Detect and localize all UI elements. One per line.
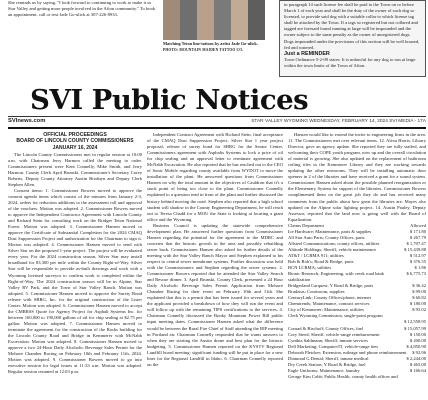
- claim-amount: $ 180.00: [409, 301, 426, 307]
- dateline-bar: [8, 118, 426, 126]
- claim-row: [288, 374, 426, 380]
- continued-story-text: She reminds us by saying, "I look forward to continuing to work to make it so Star Valley and getting more people involved in the Afton community." To book an appointment, call or text Jade Go-ulick at 307-226-8933.: [8, 0, 156, 18]
- claim-vendor: Cynthia Sahlmann; Sheriff, inmate services: [288, 337, 368, 343]
- claim-amount: Allowed: [410, 222, 426, 228]
- claim-amount: $ 200.00: [409, 337, 426, 343]
- claim-amount: $ 95.02: [412, 307, 426, 313]
- notice-reminder: Town Ordinance 5-2-09 states: It is unlawful for any dog to run at large within the town limits of the Town of Afton.: [284, 56, 416, 68]
- claim-vendor: Chemtrends; Maintenance, contract services: [288, 301, 370, 307]
- claim-vendor: Dry Creek Station; Y Road & Bridge, fuel: [288, 361, 366, 367]
- issue-date: STAR VALLEY WYOMING WEDNESDAY, FEBRUARY 14, 2024 SVI MEDIA - 17A: [251, 119, 426, 124]
- claim-amount: $ 166.64: [409, 367, 426, 373]
- section-masthead: SVI Public Notices: [30, 84, 309, 116]
- photo-tile: [180, 0, 198, 40]
- claim-vendor: Brudzius; Courtroom, supplies: [288, 289, 345, 295]
- claim-vendor: All Star Auto Parts; County Offices, parts: [288, 234, 365, 240]
- claim-amount: $ 36.42: [412, 283, 426, 289]
- claim-vendor: Diamond G Dental; Sheriff, inmate medical: [288, 355, 369, 361]
- claim-vendor: CenturyLink; County Offices/phone, internet: [288, 295, 371, 301]
- proceedings-paragraph: The Lincoln County Commissioners met in regular session at 10:00 a.m. with Chairman Jerry Harmon called the meeting to order. Commissioners present were Kent Connelly, Mike Smith, and Jerry Harmon. County Clerk April Brunski, Commissioner's Secretary Corey Roberts, Deputy County Attorney Austin Broduyn and Deputy Clerk Stephen Allen.: [8, 151, 142, 187]
- claim-amount: $ 376.55: [409, 258, 426, 264]
- proceedings-title: OFFICIAL PROCEEDINGS: [43, 132, 107, 138]
- claim-amount: $ 15,057.99: [404, 325, 426, 331]
- claims-intro-paragraph: Hansen would like to extend the invite to engineering firms in the area. 11. The Commissioners met over relevant items. 12. Alexa Harris, Library Director, gave an agency update. She reported they are fully staffed, and welcoming their COPE youth program, now up and the overall circulation of material is growing. She also updated on the replacement of bathroom ceiling tiles in the Kemmerer Library and they are working towards updating the other restrooms. They will be installing automatic door openers in 2 of the libraries and have received a grant for a sound system. Commissioner Hansen asked about the possible planned reorganization or the Elementary System for support of the libraries. Commissioner Bowers complimented them on the great job they do and has received many comments from the public about how great the libraries are. Mayes also updated on the Alpine solar lighting project. 14. Austin Pauley, Deputy Assessor, reported that the land now is going well with the Board of Equalization.: [288, 132, 426, 222]
- masthead-rule-top: [8, 116, 426, 117]
- photo-tile: [197, 0, 215, 40]
- claim-vendor: Ice Hardware; Maintenance, parts & supplies: [288, 228, 372, 234]
- claim-vendor: Deborah Pletcher; Extension, mileage and phone reimbursement: [288, 349, 407, 355]
- column-proceedings: [8, 132, 142, 400]
- website-link[interactable]: SVInews.com: [8, 118, 46, 124]
- claim-vendor: Altitude Holdings; Sheriff, vehicle maintenance: [288, 246, 377, 252]
- claim-amount: $ 4,850.90: [406, 343, 426, 349]
- claim-amount: $ 1,707.47: [406, 240, 426, 246]
- claim-vendor: City of Kemmerer; Maintenance, utilities: [288, 307, 364, 313]
- claim-vendor: Eagle Uniforms; Maintenance, laundry: [288, 367, 360, 373]
- claim-vendor: Bob & Rob's; Road & Bridge, parts: [288, 258, 354, 264]
- claim-vendor: Allsteel Communications; county offices, utilities: [288, 240, 380, 246]
- photo-tile: [248, 0, 265, 40]
- minutes-paragraph: Independent Contract Agreement with Richard Stein, final acceptance of the CMAQ Dust Suppression Project, Silver Star 1 year project proposal, release of surety bond for SBRG for the Senior Center, Commissioners agreement with Asphalts Systems to lock a price of oil for chip sealing and an approval letter to terminate agreement with McNabb Excavation. He also reported that he has reached out to the CEO of Sonic Mobile regarding county available from WYDOT to move the installation of the plant. He answered questions from Commissioner Hansen on why the total amount in the objectives of Cauldron that it's a stuck point of being too close to the plant. Commissioner Connelly explained to a question read in front of the plant and further discussed the history behind moving the road. Stephen also reported that a high school student will shadow in the County Engineering Department, he will reach out to Teresa Chadd for a MOU the State is looking at locating a giant office and the Wyoming.: [147, 132, 283, 222]
- claim-vendor: Conrad & Bischoff; County Offices, fuel: [288, 325, 364, 331]
- claim-amount: $ 150.00: [409, 331, 426, 337]
- minutes-paragraph: Business Council is updating the statewide comprehensive development plan. He answered further questions from Commissioner Hansen regarding the potential for the agreement to the MDRC and concerns that the historic growth in the area and possibly rebuilding sewer back. Commissioner Hansen also asked for further details of the meeting with the Star Valley Ranch Mayor and Stephen explained to his respect to central sewer membrane systems. Further discussion was held with the Commissioners and Stephen regarding the sewer systems. 2. Commissioner Bowers reported that he attended the Star Valley Search and Rescue dinner. 3. April Brunski, County Clerk, presented a 24 Hour Daily Alcoholic Beverage Sales Permit Application from Mohave Chamber Racing for their event on February 10th and 11th. She explained that this is a permit that has been issued for several years and the applicant provided a breakdown of how they will run the event and will follow up with the remaining TIPS certifications to the services. 4. Chairman Connelly discussed the Bonky Mountain Power Bill public input meeting dates. Commissioner Hansen asked what the difference would be between the Rural Fire Chief of Staff attending the BIP meeting in Portland air. Chairman Connelly responded that he wants answers to when they are starting the Austin drone and best plan for the historic budgeting. 5. Commissioner Hansen reported on the KYSTV Regional Landfill board meeting: significant funding will be put in place for a new liner for the Regional Landfill in Idaho. 6. Chairman Connelly reported on the: [147, 222, 283, 367]
- claim-vendor: AT&T / LCRMA 911; utilities: [288, 252, 344, 258]
- claims-list: [288, 223, 426, 380]
- claim-amount: $ 512.97: [409, 252, 426, 258]
- claim-amount: $ 12,558.95: [404, 319, 426, 325]
- photo-caption-text: Matching Teton line-tattoos by artist Jade Go-ulick.: [163, 41, 258, 46]
- photo-tile: [163, 0, 181, 40]
- dog-ordinance-notice: [279, 0, 426, 77]
- claim-amount: $ 60.82: [412, 295, 426, 301]
- claim-amount: $ 1.86: [414, 265, 426, 271]
- photo-tile: [214, 0, 232, 40]
- claim-amount: $ 2,244.00: [406, 355, 426, 361]
- proceedings-paragraph: Consent items: 1. Commissioner Bowers moved to approve the consent agenda items which consist of the minutes from January 2-3, 2024, orders for reduction additions to the assessment roll and approval of the vouchers. Motion was adopted. 2. Commissioner Bowers moved to approve the Independent Contractor Agreement with Lincoln County and Richard Stein for consulting work on the Bridger Teton National Forest. Motion was adopted. 3. Commissioner Hansen moved to approve the Certificate of Substantial Completion for the 2024 CMAQ Dust Suppression Project and authorization for the Chairman to sign it. Motion was adopted. 4. Commissioner Hansen moved to send with Silver Star on the proposed 1-year project. The project will be evaluated every year. For the 2024 construction season, Silver Star may install broadband for 83,300 per mile within the County Right-of-Way. Silver Star will be responsible to provide as-built drawings and work with a Wyoming licensed surveyor to confirm work is completed within the Right-of-Way. The 2024 construction season will be in Alpine, Star Valley RV Park, and the Town of Star Valley Ranch. Motion was adopted. 5. Commissioner Hansen moved to approve the Surety Bond release with SBRG, Inc. for the original construction of the Lister Center. Motion was adopted. 6. Commissioner Hansen moved to accept the CMRRSS Quote for Agency Project for Asphalt Systems Inc. for between 160,000 to 190,000 gallons of oil for chip sealing at $2.75 per gallon. Motion was adopted. 7. Commissioner Hansen moved to terminate the agreement for the construction of the Racks building for the Lincoln County Road and Bridge in Kemmerer with McNabb Excavation. Motion was adopted. 8. Commissioner Hansen moved to approve a two 24-Hour Daily Alcoholic Beverage Sales Permit for the Mohave Chamber Racing on February 10th and February 11th, 2024. Motion was adopted. 9. Commissioner Bowers moved to go into executive session for legal issues at 11:33 a.m. Motion was adopted. Regular session resumed at 12:03 p.m.: [8, 187, 142, 375]
- claim-vendor: Claims Department: [288, 222, 324, 228]
- claim-amount: $ 92.96: [412, 349, 426, 355]
- claim-row: [288, 271, 426, 283]
- claim-amount: $ 6,775.73: [406, 271, 426, 277]
- claim-vendor: George Kim Cobb; Public Health, county health officer and: [288, 373, 398, 379]
- photo-caption: [163, 41, 273, 53]
- column-minutes: [147, 132, 283, 400]
- claim-amount: $ 267.79: [409, 234, 426, 240]
- claim-vendor: Bridgerland Carquest; Y Road & Bridge, parts: [288, 283, 374, 289]
- masthead-rule-bottom: [8, 127, 426, 129]
- column-claims: [288, 132, 426, 400]
- notice-heading: Just a REMINDER: [284, 50, 330, 57]
- claim-vendor: Dell Marketing; Computer/IT, vehicle-range fees: [288, 343, 379, 349]
- claim-amount: $ 465.00: [409, 361, 426, 367]
- proceedings-subtitle: BOARD OF LINCOLN COUNTY COMMISSIONERS JANUARY 16, 2024: [16, 138, 134, 151]
- photo-credit: PHOTO: MOUNTAIN MAIDEN TATTOO CO.: [163, 47, 244, 52]
- claim-vendor: Clerk Wyoming Commission, single-point program: [288, 313, 383, 319]
- claim-amount: $ 171.80: [409, 228, 426, 234]
- claim-vendor: Bionic Research; Engineering, with creek road bank stabilization: [288, 271, 385, 283]
- claim-vendor: BCN LCRMA; utilities: [288, 265, 332, 271]
- claim-amount: [423, 374, 426, 380]
- notice-body: in paragraph 14 such license fee shall be paid to the Town on or before March 1 of each year and shall be the duty of the owner of such dog so licensed, to provide said dog with a suitable collar to which license tag shall be attached by the Town. If a tags so registered but not collared and tagged are foresaid found running at large will be impounded and the owner subject to the same penalty as the owner of unregistered dogs. Dogs impounded under the provisions of this section will be well housed, fed and watered.: [284, 2, 420, 50]
- tattoo-photo: [163, 0, 265, 40]
- claim-vendor: Cory Steed; Sheriff, vehicle-range reimbursement: [288, 331, 380, 337]
- claim-amount: $ 15,439.88: [404, 246, 426, 252]
- claim-amount: $ 99.00: [412, 289, 426, 295]
- photo-tile: [231, 0, 249, 40]
